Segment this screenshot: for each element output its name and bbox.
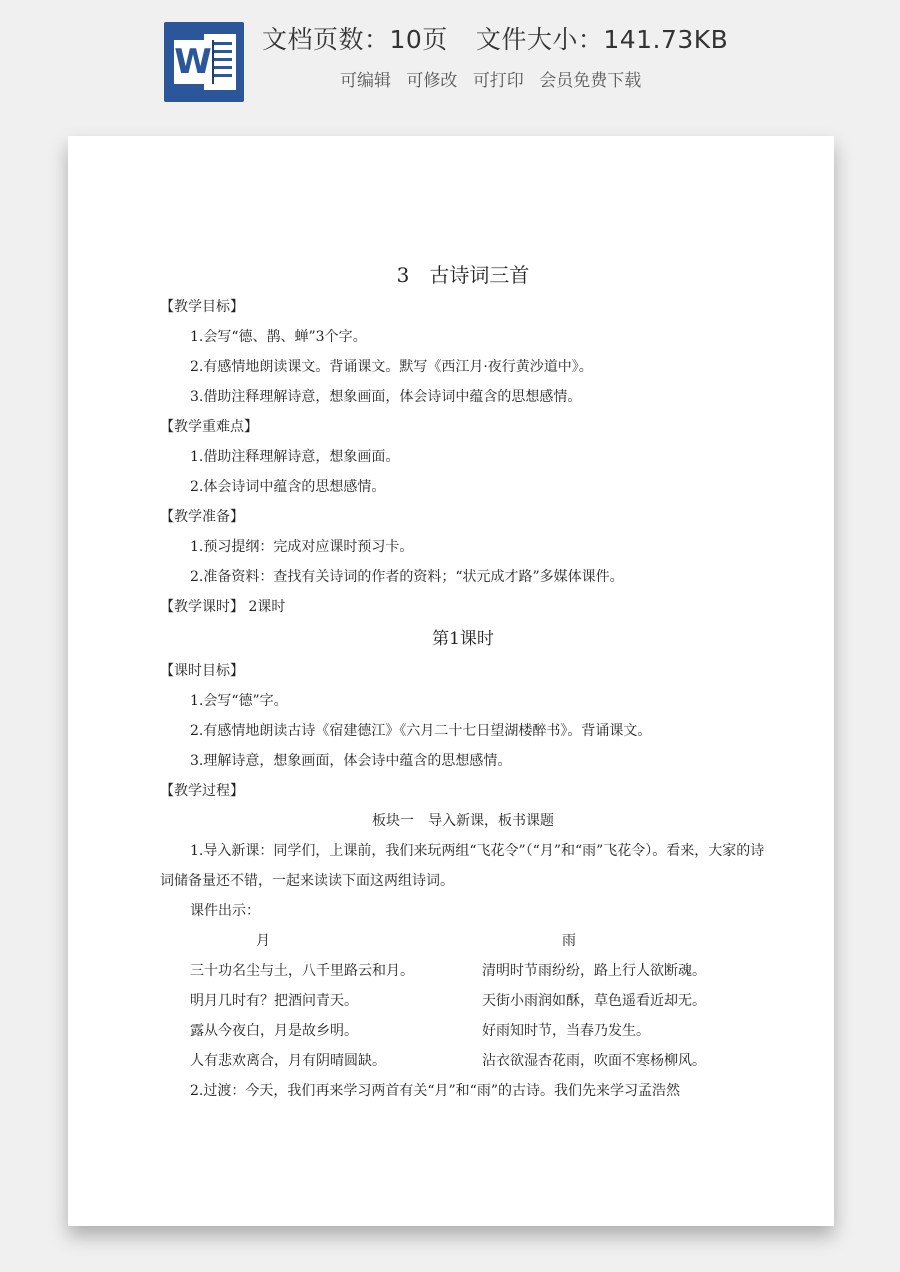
feature-printable: 可打印 — [472, 71, 524, 91]
transition-paragraph: 2.过渡：今天，我们再来学习两首有关“月”和“雨”的古诗。我们先来学习孟浩然 — [190, 1083, 680, 1099]
poem-row — [160, 1046, 766, 1076]
key-points-heading: 【教学重难点】 — [160, 419, 258, 435]
courseware-label: 课件出示： — [190, 903, 260, 919]
lesson-goal-item: 1.会写“德”字。 — [190, 693, 288, 709]
file-meta — [262, 20, 822, 56]
word-icon-letter: W — [174, 42, 212, 82]
document-body — [160, 258, 766, 1106]
moon-line: 露从今夜白，月是故乡明。 — [190, 1023, 358, 1039]
moon-line: 三十功名尘与土，八千里路云和月。 — [190, 963, 414, 979]
feature-modifiable: 可修改 — [406, 71, 458, 91]
download-banner — [0, 0, 900, 120]
preparation-item: 2.准备资料：查找有关诗词的作者的资料；“状元成才路”多媒体课件。 — [190, 569, 624, 585]
rain-line: 好雨知时节，当春乃发生。 — [482, 1023, 650, 1039]
lesson-title: 第1课时 — [432, 629, 494, 649]
document-page — [68, 136, 834, 1226]
feature-list — [340, 66, 651, 91]
rain-line: 沾衣欲湿杏花雨，吹面不寒杨柳风。 — [482, 1053, 706, 1069]
moon-line: 明月几时有？把酒问青天。 — [190, 993, 358, 1009]
poem-columns-header — [160, 926, 766, 956]
poem-row — [160, 986, 766, 1016]
goals-heading: 【教学目标】 — [160, 299, 244, 315]
intro-paragraph: 1.导入新课：同学们，上课前，我们来玩两组“飞花令”（“月”和“雨”飞花令）。看来，大家的诗词储备量还不错，一起来读读下面这两组诗词。 — [160, 843, 765, 889]
page-count: 文档页数：10页 — [262, 25, 448, 54]
file-size: 文件大小：141.73KB — [475, 25, 729, 54]
poem-row — [160, 1016, 766, 1046]
key-point-item: 2.体会诗词中蕴含的思想感情。 — [190, 479, 386, 495]
goal-item: 2.有感情地朗读课文。背诵课文。默写《西江月·夜行黄沙道中》。 — [190, 359, 593, 375]
rain-line: 清明时节雨纷纷，路上行人欲断魂。 — [482, 963, 706, 979]
rain-line: 天街小雨润如酥，草色遥看近却无。 — [482, 993, 706, 1009]
goal-item: 3.借助注释理解诗意，想象画面，体会诗词中蕴含的思想感情。 — [190, 389, 582, 405]
preparation-item: 1.预习提纲：完成对应课时预习卡。 — [190, 539, 414, 555]
word-icon — [164, 22, 244, 102]
moon-column-heading: 月 — [256, 933, 270, 949]
moon-line: 人有悲欢离合，月有阴晴圆缺。 — [190, 1053, 386, 1069]
preparation-heading: 【教学准备】 — [160, 509, 244, 525]
rain-column-heading: 雨 — [562, 933, 576, 949]
lesson-goal-item: 3.理解诗意，想象画面，体会诗中蕴含的思想感情。 — [190, 753, 512, 769]
lesson-goal-item: 2.有感情地朗读古诗《宿建德江》《六月二十七日望湖楼醉书》。背诵课文。 — [190, 723, 652, 739]
key-point-item: 1.借助注释理解诗意，想象画面。 — [190, 449, 400, 465]
block1-title: 板块一 导入新课，板书课题 — [372, 813, 554, 829]
doc-title: 3 古诗词三首 — [396, 263, 530, 287]
class-hours: 【教学课时】 2课时 — [160, 599, 286, 615]
poem-row — [160, 956, 766, 986]
feature-member-download: 会员免费下载 — [539, 71, 642, 91]
feature-editable: 可编辑 — [340, 71, 391, 91]
process-heading: 【教学过程】 — [160, 783, 244, 799]
lesson-goals-heading: 【课时目标】 — [160, 663, 244, 679]
goal-item: 1.会写“德、鹊、蝉”3个字。 — [190, 329, 367, 345]
